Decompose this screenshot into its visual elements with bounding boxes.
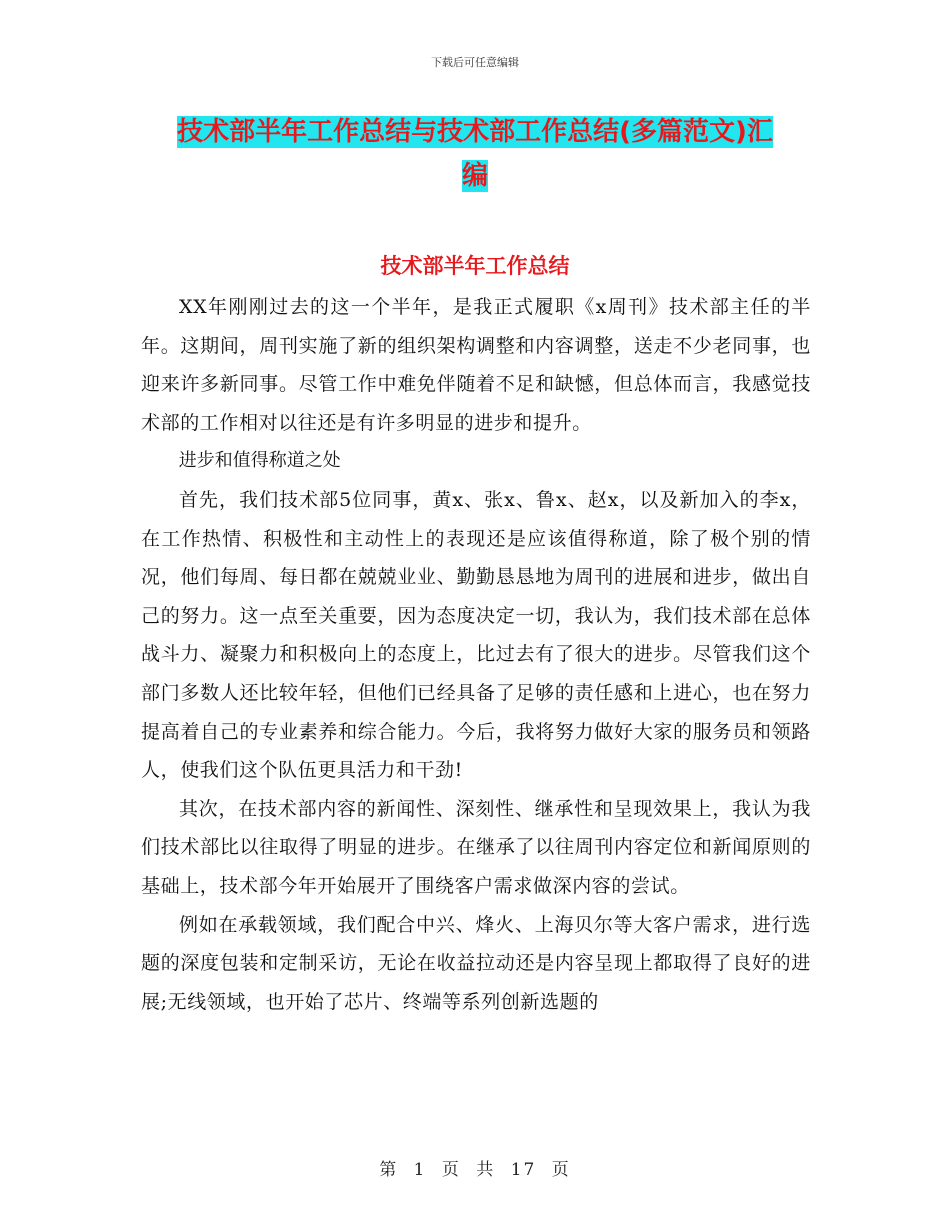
header-note: 下载后可任意编辑 [431, 56, 519, 69]
document-title [140, 110, 810, 198]
paragraph-intro: XX年刚刚过去的这一个半年，是我正式履职《x周刊》技术部主任的半年。这期间，周刊实施了新的组织架构调整和内容调整，送走不少老同事，也迎来许多新同事。尽管工作中难免伴随着不足和缺憾，但总体而言，我感觉技术部的工作相对以往还是有许多明显的进步和提升。 [141, 296, 811, 434]
paragraph-first-point: 首先，我们技术部5位同事，黄x、张x、鲁x、赵x，以及新加入的李x，在工作热情、积极性和主动性上的表现还是应该值得称道，除了极个别的情况，他们每周、每日都在兢兢业业、勤勤恳恳地为周刊的进展和进步，做出自己的努力。这一点至关重要，因为态度决定一切，我认为，我们技术部在总体战斗力、凝聚力和积极向上的态度上，比过去有了很大的进步。尽管我们这个部门多数人还比较年轻，但他们已经具备了足够的责任感和上进心，也在努力提高着自己的专业素养和综合能力。今后，我将努力做好大家的服务员和领路人，使我们这个队伍更具活力和干劲! [141, 488, 811, 782]
paragraph-subheading: 进步和值得称道之处 [178, 450, 341, 472]
section-title: 技术部半年工作总结 [380, 254, 570, 278]
document-title-line1: 技术部半年工作总结与技术部工作总结(多篇范文)汇 [177, 117, 773, 147]
paragraph-example: 例如在承载领域，我们配合中兴、烽火、上海贝尔等大客户需求，进行选题的深度包装和定制采访，无论在收益拉动还是内容呈现上都取得了良好的进展;无线领域，也开始了芯片、终端等系列创新选题的 [141, 913, 811, 1013]
document-title-line2: 编 [461, 161, 488, 191]
paragraph-second-point: 其次，在技术部内容的新闻性、深刻性、继承性和呈现效果上，我认为我们技术部比以往取得了明显的进步。在继承了以往周刊内容定位和新闻原则的基础上，技术部今年开始展开了围绕客户需求做深内容的尝试。 [141, 797, 811, 897]
document-body [141, 288, 811, 1021]
page-footer: 第 1 页 共 17 页 [379, 1160, 571, 1180]
